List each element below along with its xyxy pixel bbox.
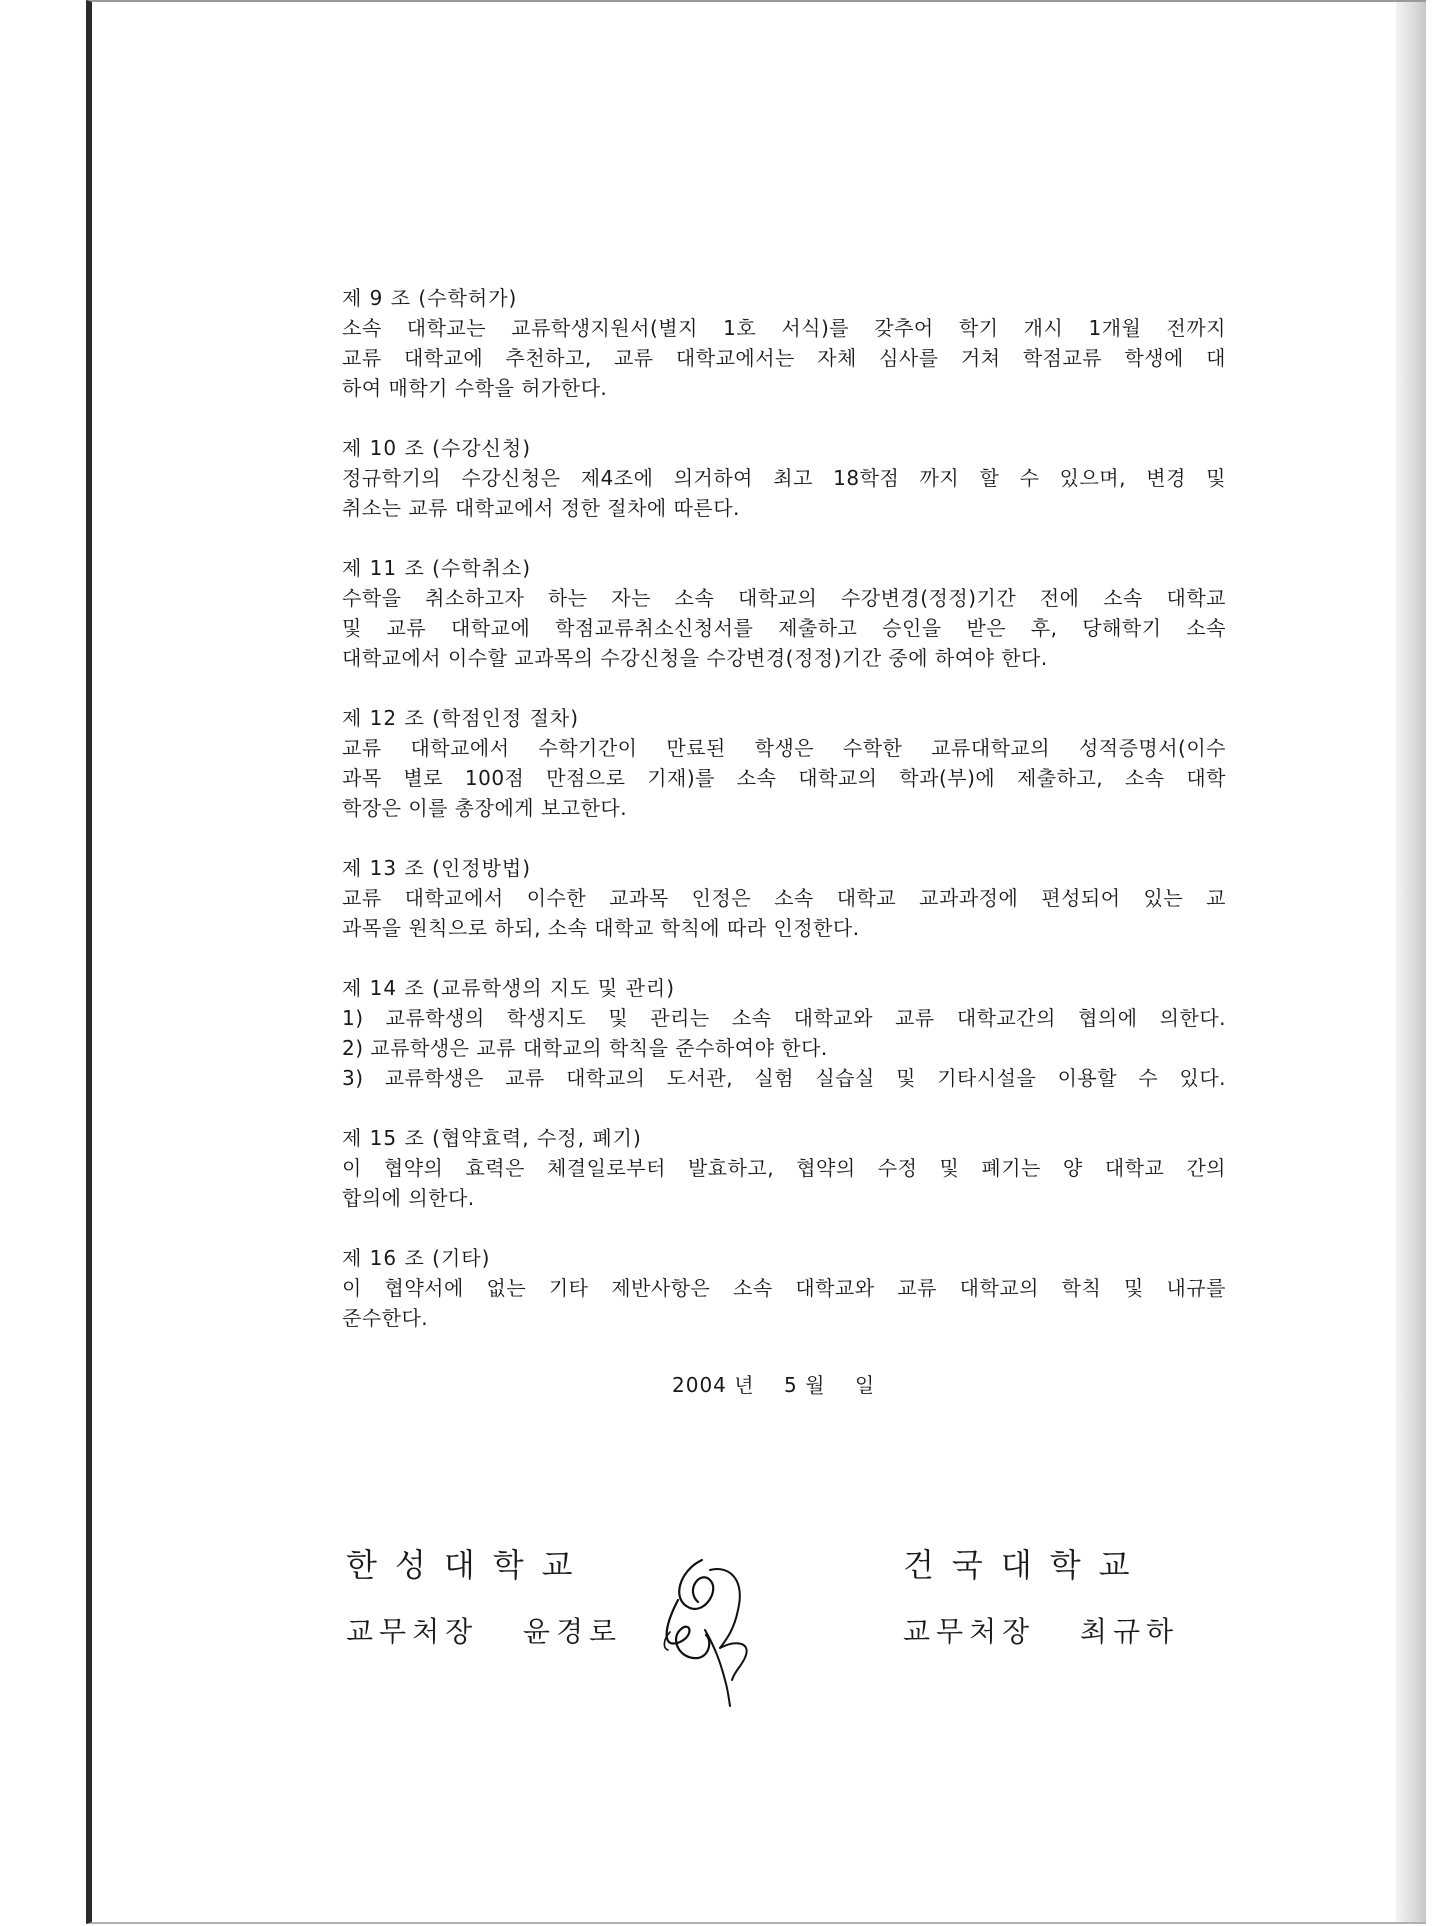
article-line: 과목을 원칙으로 하되, 소속 대학교 학칙에 따라 인정한다. xyxy=(342,916,860,940)
article-line: 교류 대학교에서 이수한 교과목 인정은 소속 대학교 교과과정에 편성되어 있는 교 xyxy=(342,886,1226,910)
article-title: 제 13 조 (인정방법) xyxy=(342,856,532,880)
article-line: 대학교에서 이수할 교과목의 수강신청을 수강변경(정정)기간 중에 하여야 한다. xyxy=(342,646,1048,670)
article-line: 1) 교류학생의 학생지도 및 관리는 소속 대학교와 교류 대학교간의 협의에 의한다. xyxy=(342,1006,1226,1030)
article-line: 3) 교류학생은 교류 대학교의 도서관, 실험 실습실 및 기타시설을 이용할 수 있다. xyxy=(342,1066,1226,1090)
article-title: 제 16 조 (기타) xyxy=(342,1246,491,1270)
article-11 xyxy=(342,553,1226,673)
article-line: 교류 대학교에 추천하고, 교류 대학교에서는 자체 심사를 거쳐 학점교류 학생에 대 xyxy=(342,346,1226,370)
article-line: 소속 대학교는 교류학생지원서(별지 1호 서식)를 갖추어 학기 개시 1개월 전까지 xyxy=(342,316,1226,340)
agreement-articles xyxy=(342,283,1226,1363)
article-line: 취소는 교류 대학교에서 정한 절차에 따른다. xyxy=(342,496,740,520)
article-12 xyxy=(342,703,1226,823)
article-title: 제 14 조 (교류학생의 지도 및 관리) xyxy=(342,976,676,1000)
right-university-name: 건국대학교 xyxy=(903,1546,1148,1584)
article-9 xyxy=(342,283,1226,403)
article-line: 수학을 취소하고자 하는 자는 소속 대학교의 수강변경(정정)기간 전에 소속 대학교 xyxy=(342,586,1226,610)
article-line: 하여 매학기 수학을 허가한다. xyxy=(342,376,608,400)
article-line: 정규학기의 수강신청은 제4조에 의거하여 최고 18학점 까지 할 수 있으며, 변경 및 xyxy=(342,466,1226,490)
article-16 xyxy=(342,1243,1226,1333)
article-line: 교류 대학교에서 수학기간이 만료된 학생은 수학한 교류대학교의 성적증명서(이수 xyxy=(342,736,1226,760)
left-university-name: 한성대학교 xyxy=(346,1546,591,1584)
article-line: 2) 교류학생은 교류 대학교의 학칙을 준수하여야 한다. xyxy=(342,1036,828,1060)
page-edge-shadow xyxy=(1396,2,1426,1922)
article-13 xyxy=(342,853,1226,943)
right-official-name: 교무처장 최규하 xyxy=(903,1615,1180,1648)
handwritten-signature-icon xyxy=(650,1530,780,1710)
article-14 xyxy=(342,973,1226,1093)
article-line: 및 교류 대학교에 학점교류취소신청서를 제출하고 승인을 받은 후, 당해학기 소속 xyxy=(342,616,1226,640)
article-line: 이 협약의 효력은 체결일로부터 발효하고, 협약의 수정 및 폐기는 양 대학교 간의 xyxy=(342,1156,1226,1180)
article-title: 제 9 조 (수학허가) xyxy=(342,286,518,310)
agreement-date: 2004 년 5 월 일 xyxy=(672,1373,876,1397)
article-line: 이 협약서에 없는 기타 제반사항은 소속 대학교와 교류 대학교의 학칙 및 내규를 xyxy=(342,1276,1226,1300)
article-title: 제 10 조 (수강신청) xyxy=(342,436,532,460)
article-title: 제 11 조 (수학취소) xyxy=(342,556,532,580)
article-line: 학장은 이를 총장에게 보고한다. xyxy=(342,796,628,820)
article-title: 제 12 조 (학점인정 절차) xyxy=(342,706,580,730)
article-title: 제 15 조 (협약효력, 수정, 폐기) xyxy=(342,1126,642,1150)
article-line: 준수한다. xyxy=(342,1306,429,1330)
article-line: 합의에 의한다. xyxy=(342,1186,475,1210)
article-line: 과목 별로 100점 만점으로 기재)를 소속 대학교의 학과(부)에 제출하고, 소속 대학 xyxy=(342,766,1226,790)
left-official-name: 교무처장 윤경로 xyxy=(346,1615,623,1648)
article-10 xyxy=(342,433,1226,523)
article-15 xyxy=(342,1123,1226,1213)
